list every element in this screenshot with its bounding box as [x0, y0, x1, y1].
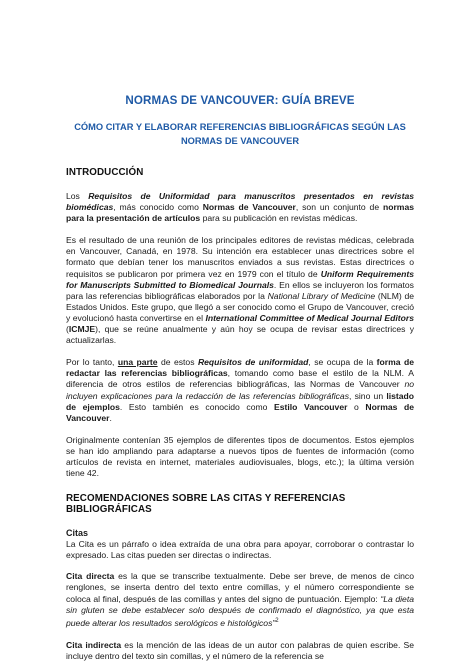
text-run: . En ellos se incluyeron los formatos para las referencias bibliográficas elaborados por la [66, 279, 414, 301]
emphasis-icmje-name: International Committee of Medical Journal Editors [205, 312, 414, 323]
text-run: Por lo tanto, [66, 357, 118, 368]
section-heading-recomendaciones: RECOMENDACIONES SOBRE LAS CITAS Y REFERENCIAS BIBLIOGRÁFICAS [66, 493, 346, 516]
intro-paragraph-3 [66, 357, 414, 424]
emphasis-requisitos: Requisitos de Uniformidad para manuscritos presentados en revistas biomédicas [66, 191, 414, 213]
text-run: o [347, 401, 366, 412]
text-run: para su publicación en revistas médicas. [200, 213, 358, 224]
emphasis-cita-indirecta: Cita indirecta [66, 639, 122, 650]
text-run: (NLM) de Estados Unidos. Este grupo, que llegó a ser conocido como el Grupo de Vancouver, creció y evolucionó hasta convertirse en el [66, 290, 415, 323]
subtitle-line-2: NORMAS DE VANCOUVER [180, 135, 300, 146]
text-run: . [109, 412, 112, 423]
subheading-citas: Citas [66, 528, 89, 539]
emphasis-icmje: ICMJE [68, 324, 96, 335]
document-subtitle [66, 121, 414, 148]
emphasis-listado: listado de ejemplos [66, 390, 415, 412]
quoted-example: “La dieta sin gluten se debe establecer solo después de confirmado el diagnóstico, ya que esta puede alterar los resultados serológicos e histológicos” [66, 593, 414, 628]
emphasis-uniform-requirements: Uniform Requirements for Manuscripts Submitted to Biomedical Journals [66, 268, 415, 290]
citas-paragraph: La Cita es un párrafo o idea extraída de una obra para apoyar, corroborar o contrastar lo expresado. Las citas pueden ser directas o indirectas. [66, 539, 414, 561]
emphasis-cita-directa: Cita directa [66, 571, 115, 582]
emphasis-nlm: National Library of Medicine [267, 290, 376, 301]
text-run: es la que se transcribe textualmente. Debe ser breve, de menos de cinco renglones, se inserta dentro del texto entre comillas, y el número correspondiente se coloca al final, después de las comillas y antes del signo de puntuación. Ejemplo: [66, 571, 414, 604]
subtitle-line-1: CÓMO CITAR Y ELABORAR REFERENCIAS BIBLIOGRÁFICAS SEGÚN LAS [74, 122, 406, 132]
intro-paragraph-2 [66, 235, 414, 346]
intro-paragraph-1 [66, 191, 414, 224]
intro-paragraph-4: Originalmente contenían 35 ejemplos de diferentes tipos de documentos. Estos ejemplos se han ido ampliando para adaptarse a nuevos tipos de fuentes de información (como artículos de revista en internet, materiales audiovisuales, blogs, etc.); la última versión tiene 42. [66, 434, 414, 479]
text-run: , sino un [349, 390, 387, 401]
text-run: Los [66, 191, 89, 201]
section-heading-introduccion: INTRODUCCIÓN [66, 167, 144, 178]
emphasis-normas: Normas de Vancouver [202, 202, 296, 213]
text-run: , se ocupa de la [308, 357, 377, 368]
text-run: ( [66, 324, 69, 335]
cita-indirecta-paragraph [66, 640, 414, 662]
emphasis-una-parte: una parte [117, 357, 158, 368]
text-run: es la mención de las ideas de un autor con palabras de quien escribe. Se incluye dentro del texto sin comillas, y el número de la referencia se [66, 639, 414, 661]
text-run: . Esto también es conocido como [119, 401, 274, 412]
emphasis-presentacion: normas para la presentación de artículos [66, 202, 414, 224]
document-title: NORMAS DE VANCOUVER: GUÍA BREVE [125, 94, 355, 107]
reference-number: 2 [275, 617, 279, 624]
emphasis-estilo-vancouver: Estilo Vancouver [274, 401, 348, 412]
text-run: , más conocido como [113, 202, 203, 213]
text-run: de estos [157, 357, 198, 368]
emphasis-no-incluyen: no incluyen explicaciones para la redacción de las referencias bibliográficas [66, 379, 414, 401]
text-run: , tomando como base el estilo de la NLM. A diferencia de otros estilos de referencias bibliográficas, las Normas de Vancouver [66, 368, 414, 390]
cita-directa-paragraph [66, 571, 414, 628]
text-run: ), que se reúne anualmente y aún hoy se ocupa de revisar estas directrices y actualizarlas. [66, 324, 414, 346]
emphasis-forma-redactar: forma de redactar las referencias bibliográficas [66, 357, 414, 379]
text-run: , son un conjunto de [295, 202, 383, 213]
emphasis-normas-vancouver: Normas de Vancouver [66, 401, 414, 423]
text-run: Es el resultado de una reunión de los principales editores de revistas médicas, celebrada en Vancouver, Canadá, en 1978. Su intención era establecer unas directrices sobre el formato que debían tener los manuscritos enviados a sus revistas. Estas directrices o requisitos se publicaron por primera vez en 1979 con el título de [66, 235, 414, 279]
emphasis-requisitos-uniformidad: Requisitos de uniformidad [197, 357, 309, 368]
